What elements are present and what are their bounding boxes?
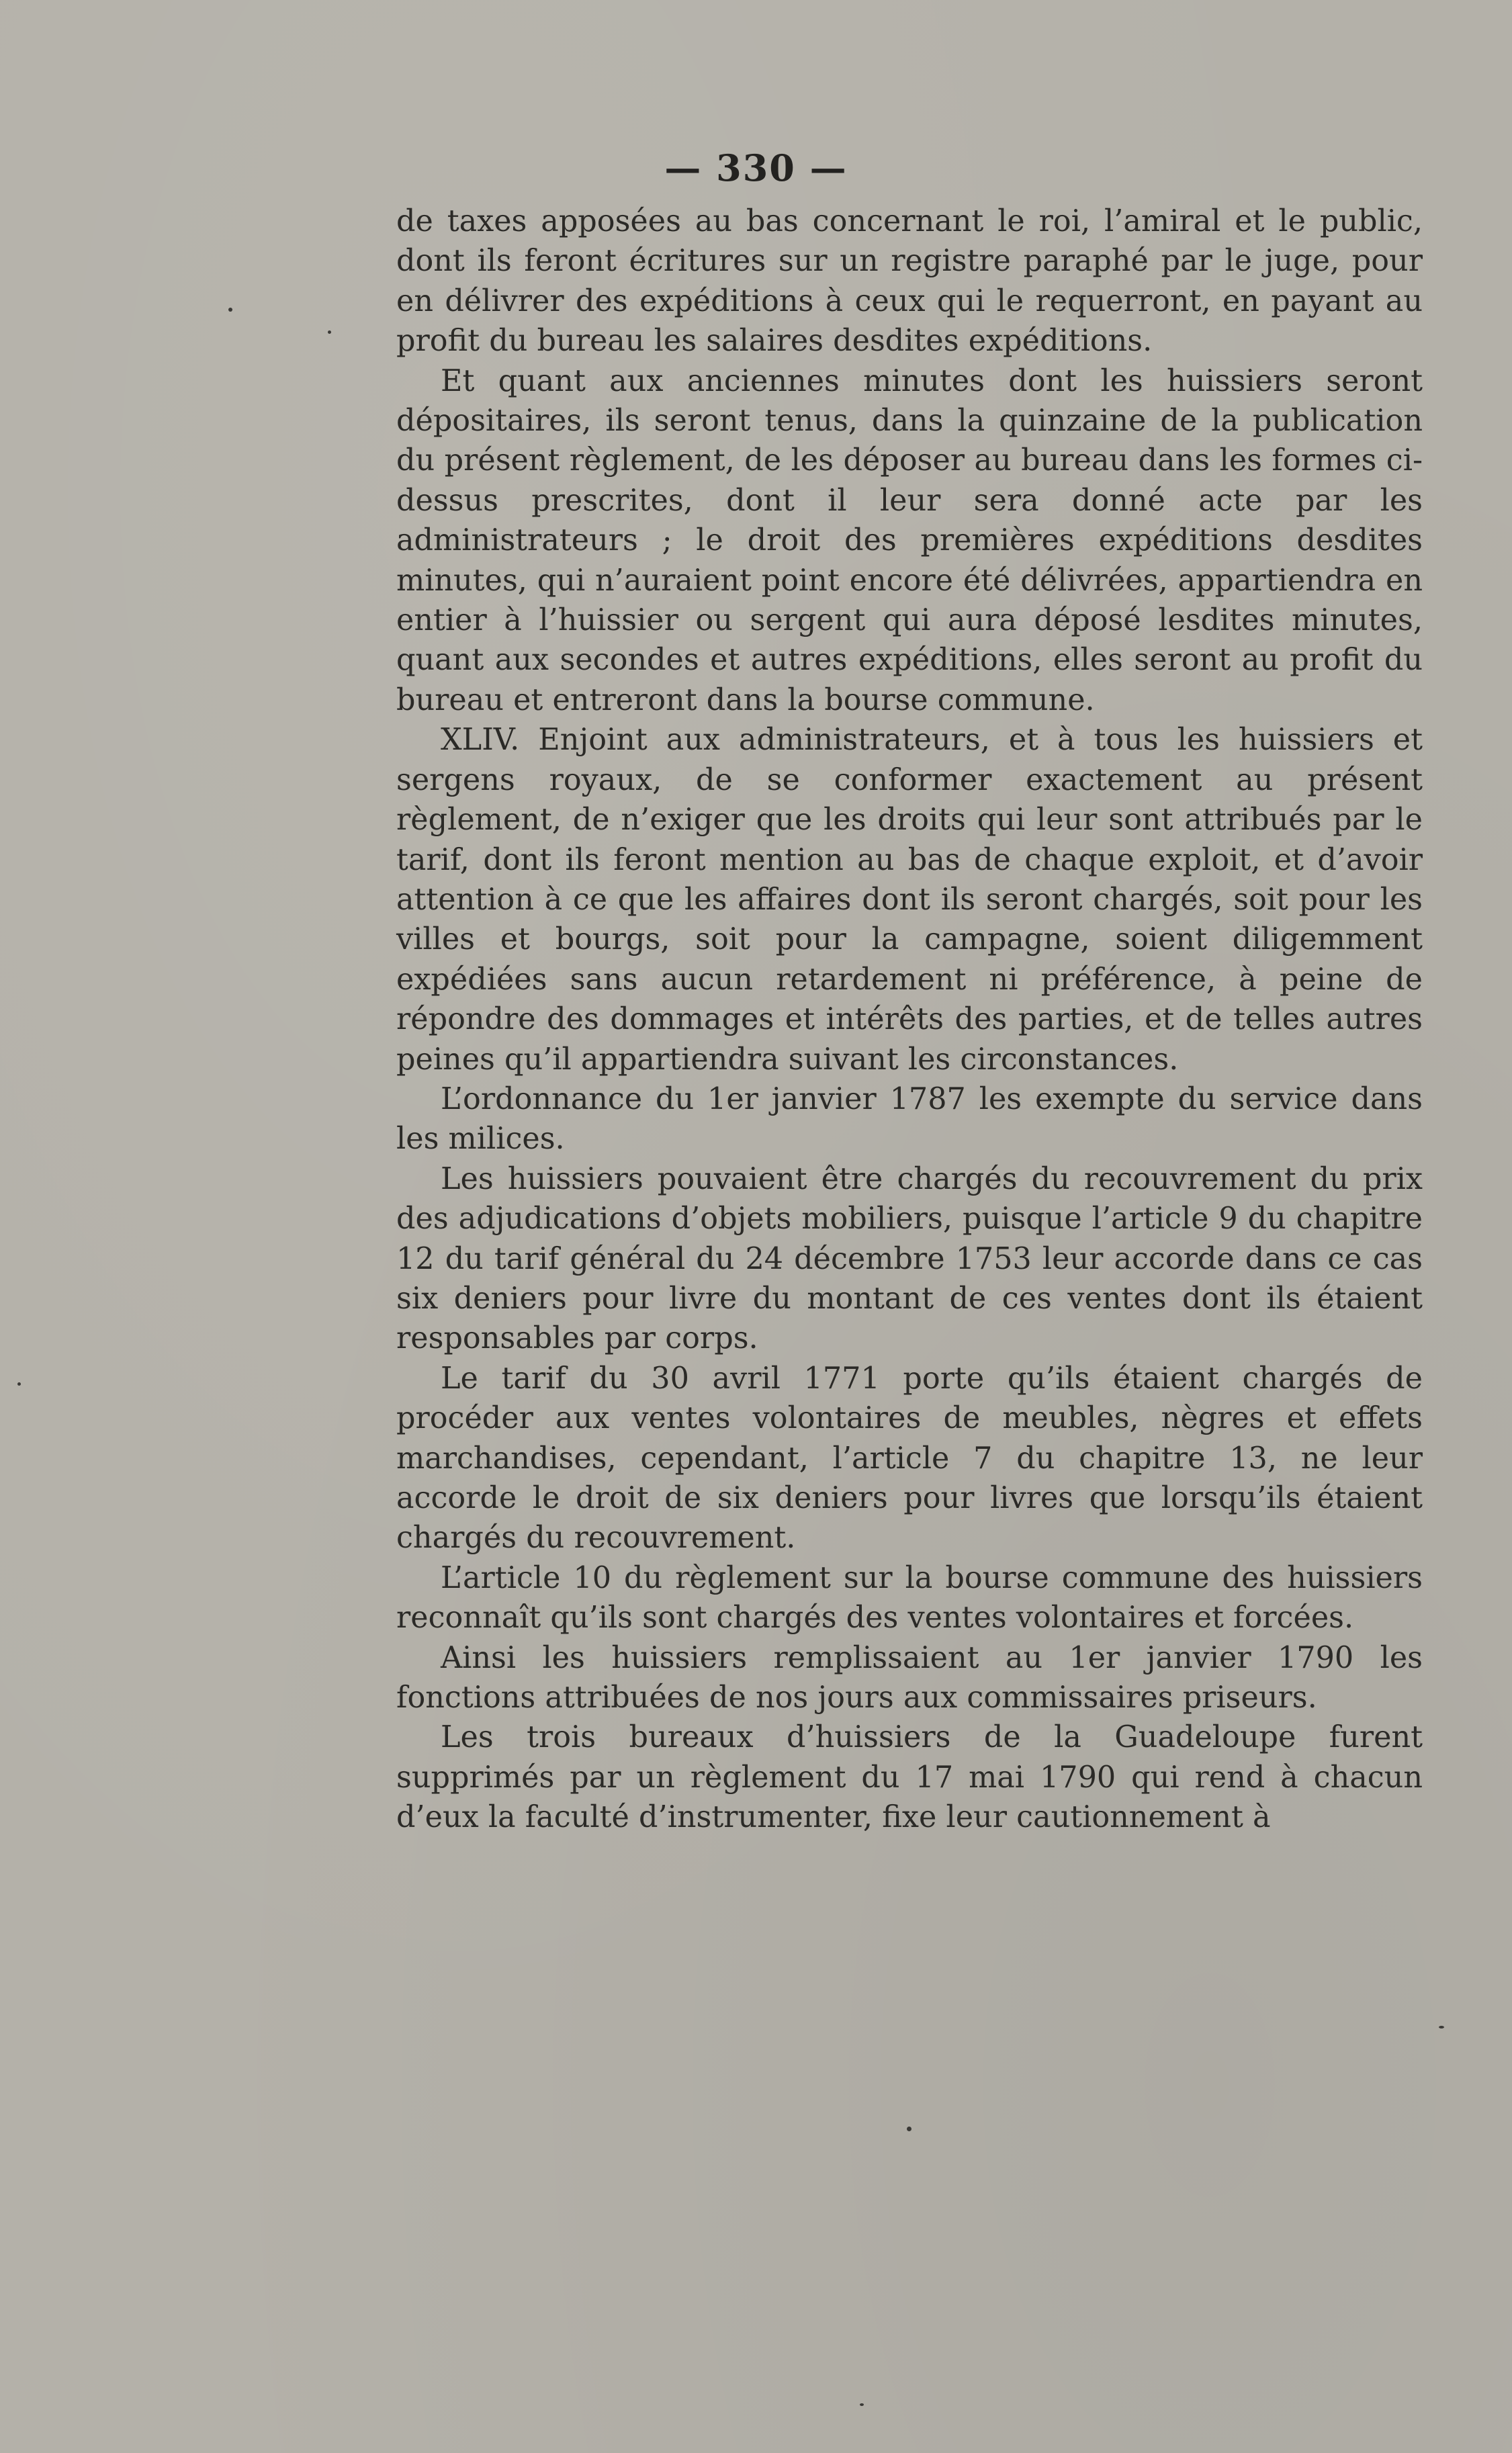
paragraph-8: Ainsi les huissiers remplissaient au 1er janvier 1790 les fonctions attribuées de nos jours aux commissaires priseurs.: [396, 1640, 1423, 1715]
paper-speck: [17, 1382, 21, 1386]
paper-speck: [907, 2127, 911, 2131]
paragraph-3: XLIV. Enjoint aux administrateurs, et à tous les huissiers et sergens royaux, de se conformer exactement au présent règlement, de n’exiger que les droits qui leur sont attribués par le tarif, dont ils feront mention au bas de chaque exploit, et d’avoir attention à ce que les affaires dont ils seront chargés, soit pour les villes et bourgs, soit pour la campagne, soient diligemment expédiées sans aucun retardement ni préférence, à peine de répondre des dommages et intérêts des parties, et de telles autres peines qu’il appartiendra suivant les circonstances.: [396, 723, 1423, 1077]
paper-speck: [328, 330, 331, 334]
text-body: [396, 202, 1423, 1838]
paragraph-5: Les huissiers pouvaient être chargés du recouvrement du prix des adjudications d’objets mobiliers, puisque l’article 9 du chapitre 12 du tarif général du 24 décembre 1753 leur accorde dans ce cas six deniers pour livre du montant de ces ventes dont ils étaient responsables par corps.: [396, 1161, 1423, 1356]
paper-speck: [1439, 2026, 1444, 2028]
paragraph-1: de taxes apposées au bas concernant le roi, l’amiral et le public, dont ils feront écritures sur un registre paraphé par le juge, pour en délivrer des expéditions à ceux qui le requerront, en payant au profit du bureau les salaires desdites expéditions.: [396, 204, 1423, 359]
paragraph-7: L’article 10 du règlement sur la bourse commune des huissiers reconnaît qu’ils sont chargés des ventes volontaires et forcées.: [396, 1560, 1423, 1636]
paper-speck: [860, 2403, 864, 2406]
paragraph-4: L’ordonnance du 1er janvier 1787 les exempte du service dans les milices.: [396, 1081, 1423, 1157]
paragraph-6: Le tarif du 30 avril 1771 porte qu’ils étaient chargés de procéder aux ventes volontaires de meubles, nègres et effets marchandises, cependant, l’article 7 du chapitre 13, ne leur accorde le droit de six deniers pour livres que lorsqu’ils étaient chargés du recouvrement.: [396, 1361, 1423, 1556]
page-number: — 330 —: [664, 146, 848, 189]
paragraph-2: Et quant aux anciennes minutes dont les huissiers seront dépositaires, ils seront tenus, dans la quinzaine de la publication du présent règlement, de les déposer au bureau dans les formes ci-dessus prescrites, dont il leur sera donné acte par les administrateurs ; le droit des premières expéditions desdites minutes, qui n’auraient point encore été délivrées, appartiendra en entier à l’huissier ou sergent qui aura déposé lesdites minutes, quant aux secondes et autres expéditions, elles seront au profit du bureau et entreront dans la bourse commune.: [396, 363, 1423, 717]
paper-speck: [228, 308, 232, 312]
paragraph-9: Les trois bureaux d’huissiers de la Guadeloupe furent supprimés par un règlement du 17 mai 1790 qui rend à chacun d’eux la faculté d’instrumenter, fixe leur cautionnement à: [396, 1720, 1423, 1835]
